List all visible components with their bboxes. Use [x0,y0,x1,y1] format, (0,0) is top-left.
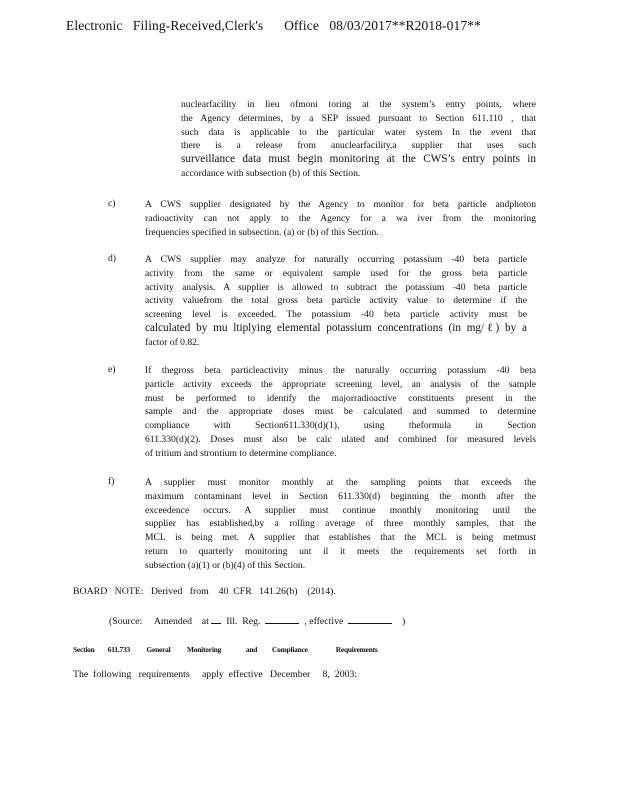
text-line: activity from the same or equivalent sample used for the gross beta particle [145,267,527,279]
paragraph-f [145,476,536,573]
text-line: A CWS supplier may analyze for naturally occurring potassium -40 beta particle [145,254,527,265]
blank-page [265,614,299,624]
text-line: of tritium and strontium to determine compliance. [145,447,337,459]
following-requirements-text: The following requirements apply effective December 8, 2003: [73,669,358,680]
text-line: A supplier must monitor monthly at the sampling points that exceeds the [145,477,536,488]
blank-volume [211,614,221,624]
source-note [109,614,405,627]
source-prefix: (Source: Amended at [109,616,209,627]
text-line: particle activity exceeds the appropriate screening level, an analysis of the sample [145,378,536,390]
item-label-c: c) [108,198,116,209]
source-reg: Ill. Reg. [226,616,261,627]
paragraph-intro [181,98,536,181]
page-header: Electronic Filing-Received,Clerk's Office 08/03/2017**R2018-017** [66,18,481,33]
text-line: surveillance data must begin monitoring at the CWS’s entry points in [181,153,536,166]
text-line: compliance with Section611.330(d)(1), using theformula in Section [145,420,536,432]
paragraph-e [145,364,536,461]
text-line: screening level is exceeded. The potassium -40 beta particle activity must be [145,309,527,321]
text-line: 611.330(d)(2). Doses must also be calc ulated and combined for measured levels [145,433,536,445]
blank-date [348,614,392,624]
text-line: supplier has established,by a rolling average of three monthly samples, that the [145,518,536,530]
item-label-f: f) [108,476,115,487]
text-line: MCL is being met. A supplier that establishes that the MCL is being metmust [145,532,536,544]
item-label-e: e) [108,364,116,375]
paragraph-c [145,198,536,239]
text-line: the Agency determines, by a SEP issued pursuant to Section 611.110 , that [181,112,536,124]
text-line: calculated by mu ltiplying elemental potassium concentrations (in mg/ℓ) by a [145,321,527,334]
text-line: subsection (a)(1) or (b)(4) of this Section. [145,559,306,571]
text-line: accordance with subsection (b) of this Section. [181,167,361,179]
text-line: exceedence occurs. A supplier must continue monthly monitoring until the [145,504,536,516]
section-heading: Section 611.733 General Monitoring and Compliance Requirements [73,645,378,654]
text-line: nuclearfacility in lieu ofmoni toring at the system’s entry points, where [181,99,536,110]
text-line: A CWS supplier designated by the Agency to monitor for beta particle andphoton [145,199,536,210]
text-line: activity valuefrom the total gross beta particle activity value to determine if the [145,295,527,307]
text-line: maximum contaminant level in Section 611.330(d) beginning the month after the [145,490,536,502]
text-line: If thegross beta particleactivity minus the naturally occurring potassium -40 beta [145,365,536,376]
text-line: such data is applicable to the particular water system In the event that [181,126,536,138]
text-line: activity analysis. A supplier is allowed to subtract the potassium -40 beta particle [145,281,527,293]
item-label-d: d) [108,253,116,264]
text-line: radioactivity can not apply to the Agency for a wa iver from the monitoring [145,212,536,224]
source-close: ) [402,616,406,627]
source-effective: , effective [304,616,344,627]
text-line: factor of 0.82. [145,336,200,348]
board-note: BOARD NOTE: Derived from 40 CFR 141.26(b) (2014). [73,586,336,597]
paragraph-d [145,253,527,350]
text-line: return to quarterly monitoring unt il it meets the requirements set forth in [145,545,536,557]
text-line: there is a release from anuclearfacility,a supplier that uses such [181,140,536,152]
text-line: frequencies specified in subsection. (a) or (b) of this Section. [145,226,379,238]
text-line: sample and the appropriate doses must be calculated and summed to determine [145,406,536,418]
text-line: must be performed to identify the majorradioactive constituents present in the [145,392,536,404]
